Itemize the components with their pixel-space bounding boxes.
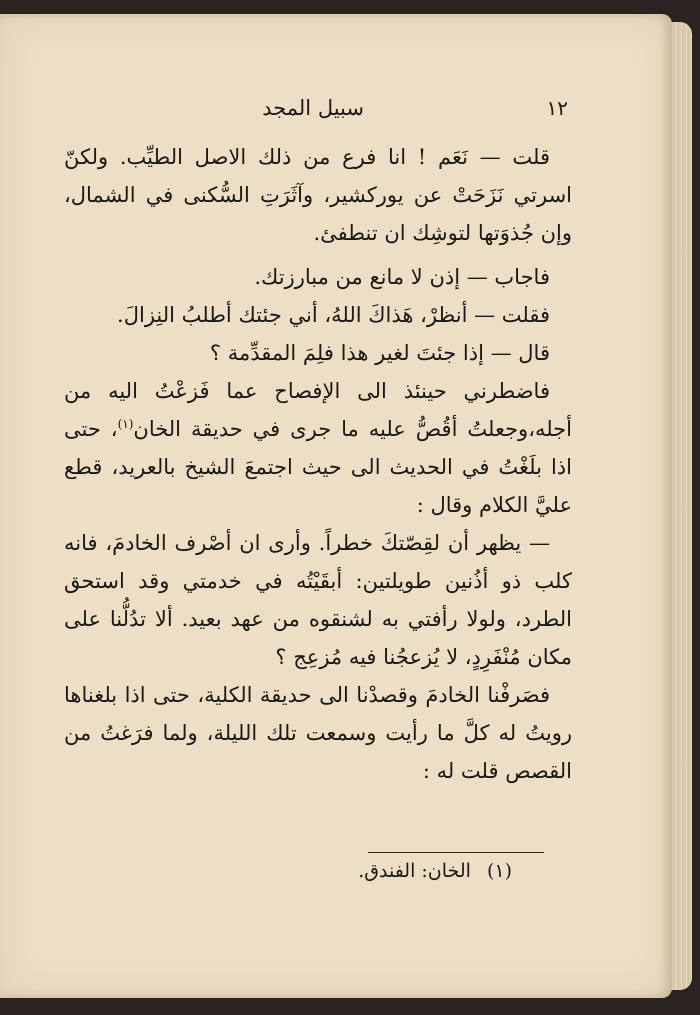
footnote xyxy=(300,860,512,882)
page-header xyxy=(80,96,568,126)
paragraph-5-text-b: ، حتى اذا بلَغْتُ في الحديث الى حيث اجتمعَ الشيخ بالعريد، قطع عليَّ الكلام وقال : xyxy=(64,417,572,517)
paragraph-5 xyxy=(64,372,572,524)
running-title: سبيل المجد xyxy=(262,96,364,120)
paragraph-6: — يظهر أن لقِصّتكَ خطراً. وأرى ان أصْرف الخادمَ، فانه كلب ذو أذُنين طويلتين: أبقَيْتُه في خدمتي وقد استحق الطرد، ولولا رأفتي به لشنقوه من عهد بعيد. ألا تدُلُّنا على مكان مُنْفَرِدٍ، لا يُزعجُنا فيه مُزعِج ؟ xyxy=(64,531,572,669)
footnote-text: الخان: الفندق. xyxy=(358,860,471,882)
paragraph-1: قلت — نَعَم ! انا فرع من ذلك الاصل الطيِّب. ولكنّ اسرتي نَزَحَتْ عن يوركشير، وآثَرَتِ السُّكنى في الشمال، وإن جُذوَتها لتوشِك ان تنطفئ. xyxy=(64,145,572,245)
footnote-rule xyxy=(368,852,544,853)
paragraph-4: قال — إذا جئتَ لغير هذا فلِمَ المقدِّمة ؟ xyxy=(209,341,550,365)
footnote-marker: (١) xyxy=(486,860,512,882)
paragraph-5-text-a: فاضطرني حينئذ الى الإفصاح عما فَزعْتُ اليه من أجله،وجعلتُ أقُصُّ عليه ما جرى في حديقة الخان xyxy=(64,379,572,441)
paragraph-3: فقلت — أنظرْ، هَذاكَ اللهُ، أني جئتك أطلبُ النِزالَ. xyxy=(117,303,550,327)
page-edge xyxy=(670,22,692,990)
paragraph-2: فاجاب — إذن لا مانع من مبارزتك. xyxy=(254,265,550,289)
footnote-reference: (١) xyxy=(117,417,134,431)
page-number: ١٢ xyxy=(546,96,568,120)
paragraph-7: فصَرفْنا الخادمَ وقصدْنا الى حديقة الكلية، حتى اذا بلغناها رويتُ له كلَّ ما رأيت وسمعت تلك الليلة، ولما فرَغتُ من القصص قلت له : xyxy=(64,683,572,783)
body-text xyxy=(64,138,572,790)
book-page xyxy=(0,14,672,998)
